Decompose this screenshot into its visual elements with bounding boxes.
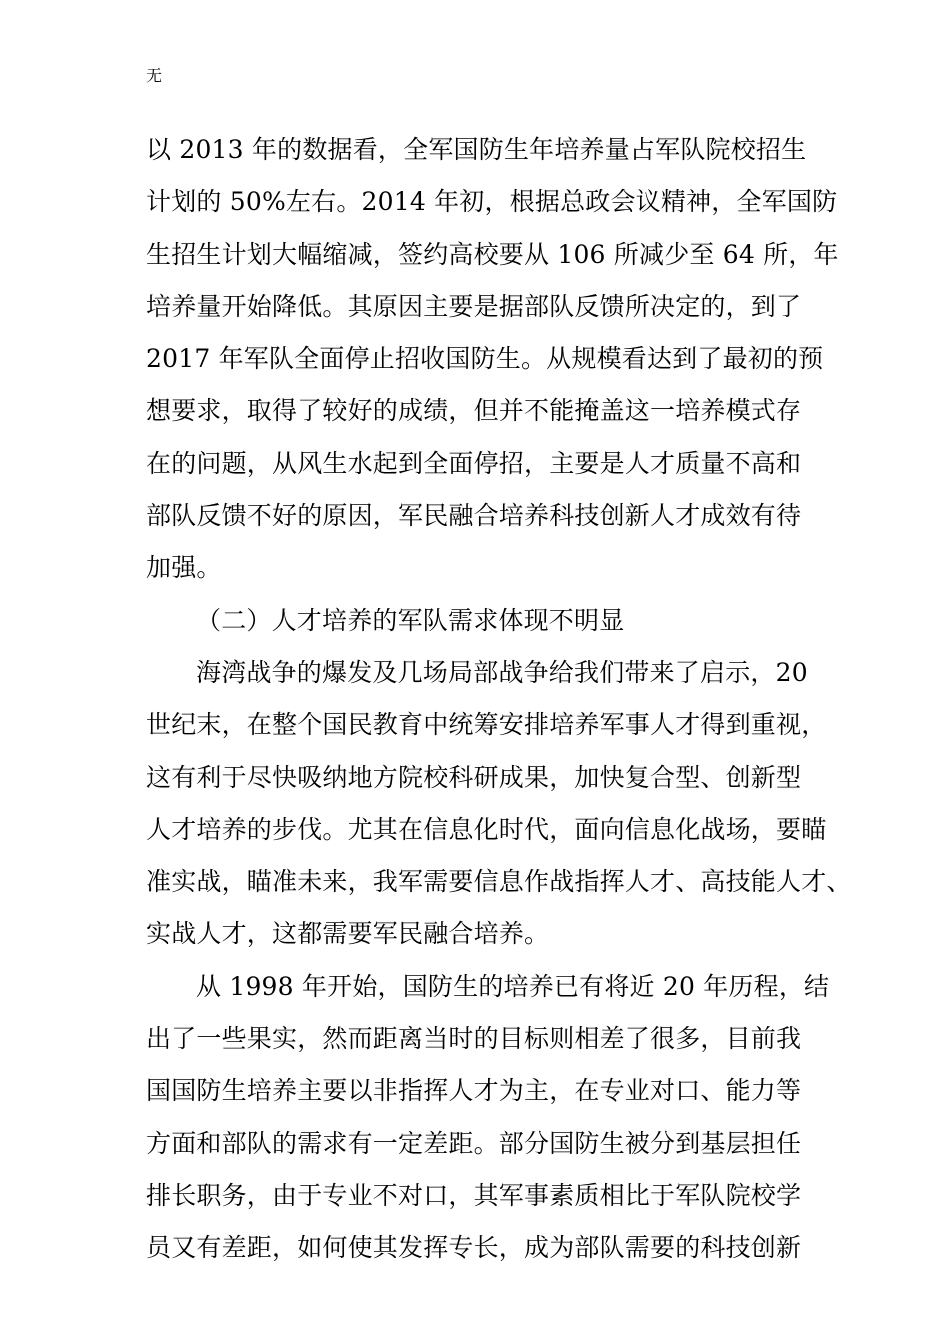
text-line: 世纪末，在整个国民教育中统筹安排培养军事人才得到重视，	[146, 710, 827, 740]
text-line: 培养量开始降低。其原因主要是据部队反馈所决定的，到了	[146, 291, 802, 321]
text-line: 员又有差距，如何使其发挥专长，成为部队需要的科技创新	[146, 1233, 802, 1263]
text-line: 部队反馈不好的原因，军民融合培养科技创新人才成效有待	[146, 501, 802, 531]
text-line: 计划的 50%左右。2014 年初，根据总政会议精神，全军国防	[146, 187, 838, 217]
text-line: 排长职务，由于专业不对口，其军事素质相比于军队院校学	[146, 1180, 802, 1210]
text-line: 从 1998 年开始，国防生的培养已有将近 20 年历程，结	[196, 971, 830, 1001]
text-line: 在的问题，从风生水起到全面停招，主要是人才质量不高和	[146, 448, 802, 478]
page-header: 无	[146, 66, 163, 85]
text-line: 出了一些果实，然而距离当时的目标则相差了很多，目前我	[146, 1024, 802, 1054]
text-line: 2017 年军队全面停止招收国防生。从规模看达到了最初的预	[146, 344, 824, 374]
document-body	[146, 124, 852, 1275]
text-line: 海湾战争的爆发及几场局部战争给我们带来了启示，20	[196, 657, 808, 687]
text-line: 以 2013 年的数据看，全军国防生年培养量占军队院校招生	[146, 135, 807, 164]
text-line: 想要求，取得了较好的成绩，但并不能掩盖这一培养模式存	[146, 396, 802, 426]
text-line: 加强。	[146, 553, 222, 583]
text-line: 生招生计划大幅缩减，签约高校要从 106 所减少至 64 所，年	[146, 239, 839, 269]
text-line: 国国防生培养主要以非指挥人才为主，在专业对口、能力等	[146, 1076, 802, 1106]
text-line: 实战人才，这都需要军民融合培养。	[146, 919, 550, 949]
text-line: 准实战，瞄准未来，我军需要信息作战指挥人才、高技能人才、	[146, 867, 852, 897]
text-line: 人才培养的步伐。尤其在信息化时代，面向信息化战场，要瞄	[146, 814, 827, 844]
text-line: 这有利于尽快吸纳地方院校科研成果，加快复合型、创新型	[146, 762, 802, 792]
section-heading: （二）人才培养的军队需求体现不明显	[196, 605, 625, 635]
text-line: 方面和部队的需求有一定差距。部分国防生被分到基层担任	[146, 1128, 802, 1158]
